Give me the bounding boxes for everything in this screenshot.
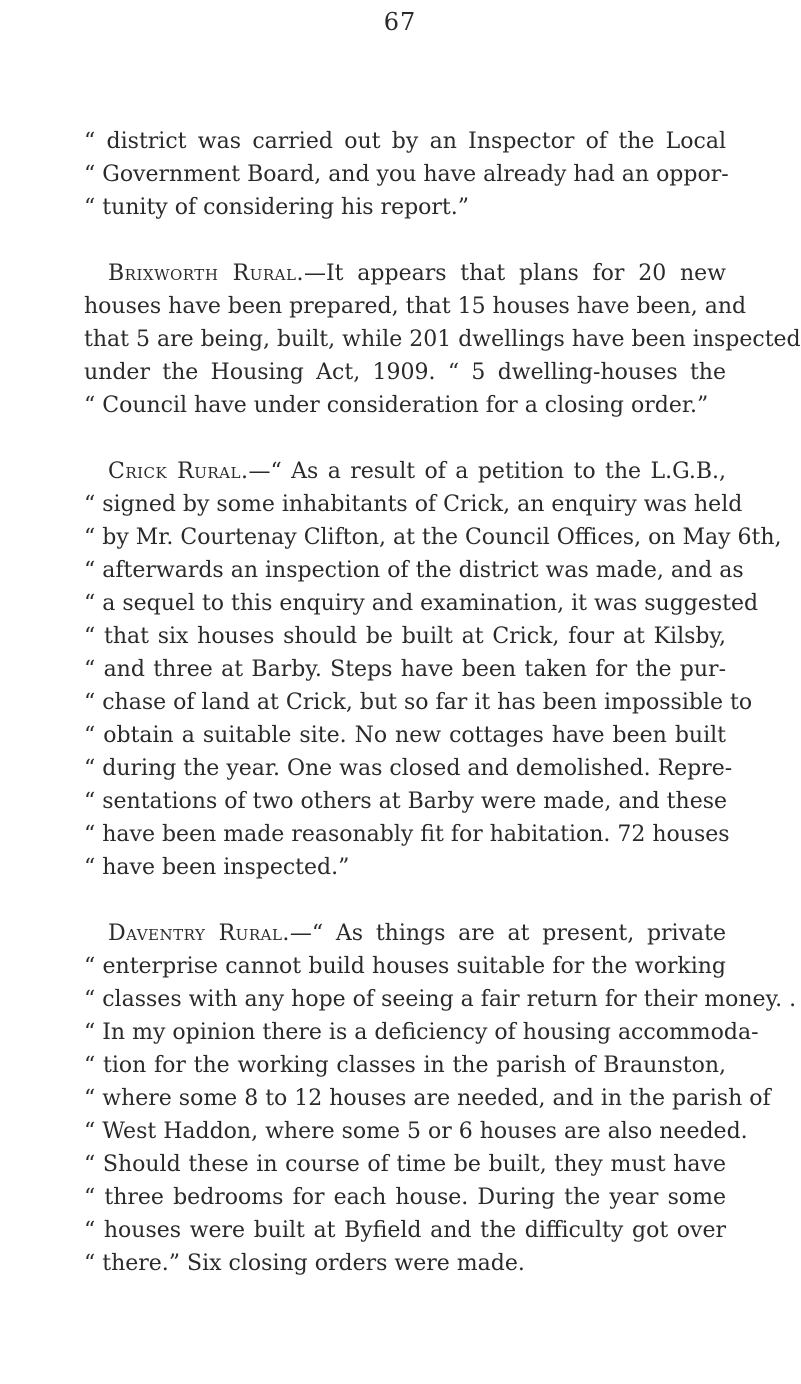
text-line: “ that six houses should be built at Crick, four at Kilsby,	[84, 624, 726, 649]
text-line: “ by Mr. Courtenay Clifton, at the Council Offices, on May 6th,	[84, 525, 782, 550]
text-line: “ tion for the working classes in the parish of Braunston,	[84, 1053, 726, 1078]
paragraph-inspector-report	[84, 125, 729, 224]
paragraph-brixworth-rural	[84, 257, 801, 422]
text-line: “ tunity of considering his report.”	[84, 195, 470, 220]
text-line	[84, 917, 726, 950]
text-line-rest: —“ As things are at present, private	[289, 921, 726, 946]
page-number: 67	[383, 8, 417, 36]
text-line: “ three bedrooms for each house. During the year some	[84, 1185, 726, 1210]
text-line: houses have been prepared, that 15 houses have been, and	[84, 294, 747, 319]
paragraph-daventry-rural	[84, 917, 797, 1280]
text-line: “ In my opinion there is a deficiency of housing accommoda-	[84, 1020, 759, 1045]
section-heading: Daventry Rural.	[108, 921, 290, 946]
text-line: “ have been inspected.”	[84, 855, 350, 880]
text-line: “ houses were built at Byfield and the difficulty got over	[84, 1218, 726, 1243]
text-line-rest: —“ As a result of a petition to the L.G.B.,	[248, 459, 727, 484]
text-line-rest: —It appears that plans for 20 new	[303, 261, 726, 286]
text-line: “ enterprise cannot build houses suitable for the working	[84, 954, 726, 979]
text-line: “ and three at Barby. Steps have been taken for the pur-	[84, 657, 726, 682]
document-body	[84, 125, 801, 1313]
text-line: “ sentations of two others at Barby were made, and these	[84, 789, 728, 814]
text-line: “ afterwards an inspection of the district was made, and as	[84, 558, 744, 583]
text-line: that 5 are being, built, while 201 dwellings have been inspected	[84, 327, 801, 352]
text-line: “ have been made reasonably fit for habitation. 72 houses	[84, 822, 730, 847]
text-line	[84, 455, 726, 488]
text-line: “ there.” Six closing orders were made.	[84, 1251, 525, 1276]
text-line	[84, 257, 726, 290]
text-line: “ district was carried out by an Inspector of the Local	[84, 129, 726, 154]
text-line: “ a sequel to this enquiry and examination, it was suggested	[84, 591, 759, 616]
text-line: “ where some 8 to 12 houses are needed, and in the parish of	[84, 1086, 771, 1111]
text-line: “ Council have under consideration for a closing order.”	[84, 393, 709, 418]
text-line: “ during the year. One was closed and demolished. Repre-	[84, 756, 733, 781]
text-line: “ signed by some inhabitants of Crick, an enquiry was held	[84, 492, 743, 517]
section-heading: Crick Rural.	[108, 459, 249, 484]
text-line: “ West Haddon, where some 5 or 6 houses are also needed.	[84, 1119, 748, 1144]
text-line: under the Housing Act, 1909. “ 5 dwelling-houses the	[84, 360, 726, 385]
text-line: “ chase of land at Crick, but so far it has been impossible to	[84, 690, 753, 715]
paragraph-crick-rural	[84, 455, 782, 884]
text-line: “ Government Board, and you have already had an oppor-	[84, 162, 729, 187]
text-line: “ Should these in course of time be built, they must have	[84, 1152, 726, 1177]
text-line: “ obtain a suitable site. No new cottages have been built	[84, 723, 726, 748]
section-heading: Brixworth Rural.	[108, 261, 304, 286]
text-line: “ classes with any hope of seeing a fair return for their money. .	[84, 987, 797, 1012]
